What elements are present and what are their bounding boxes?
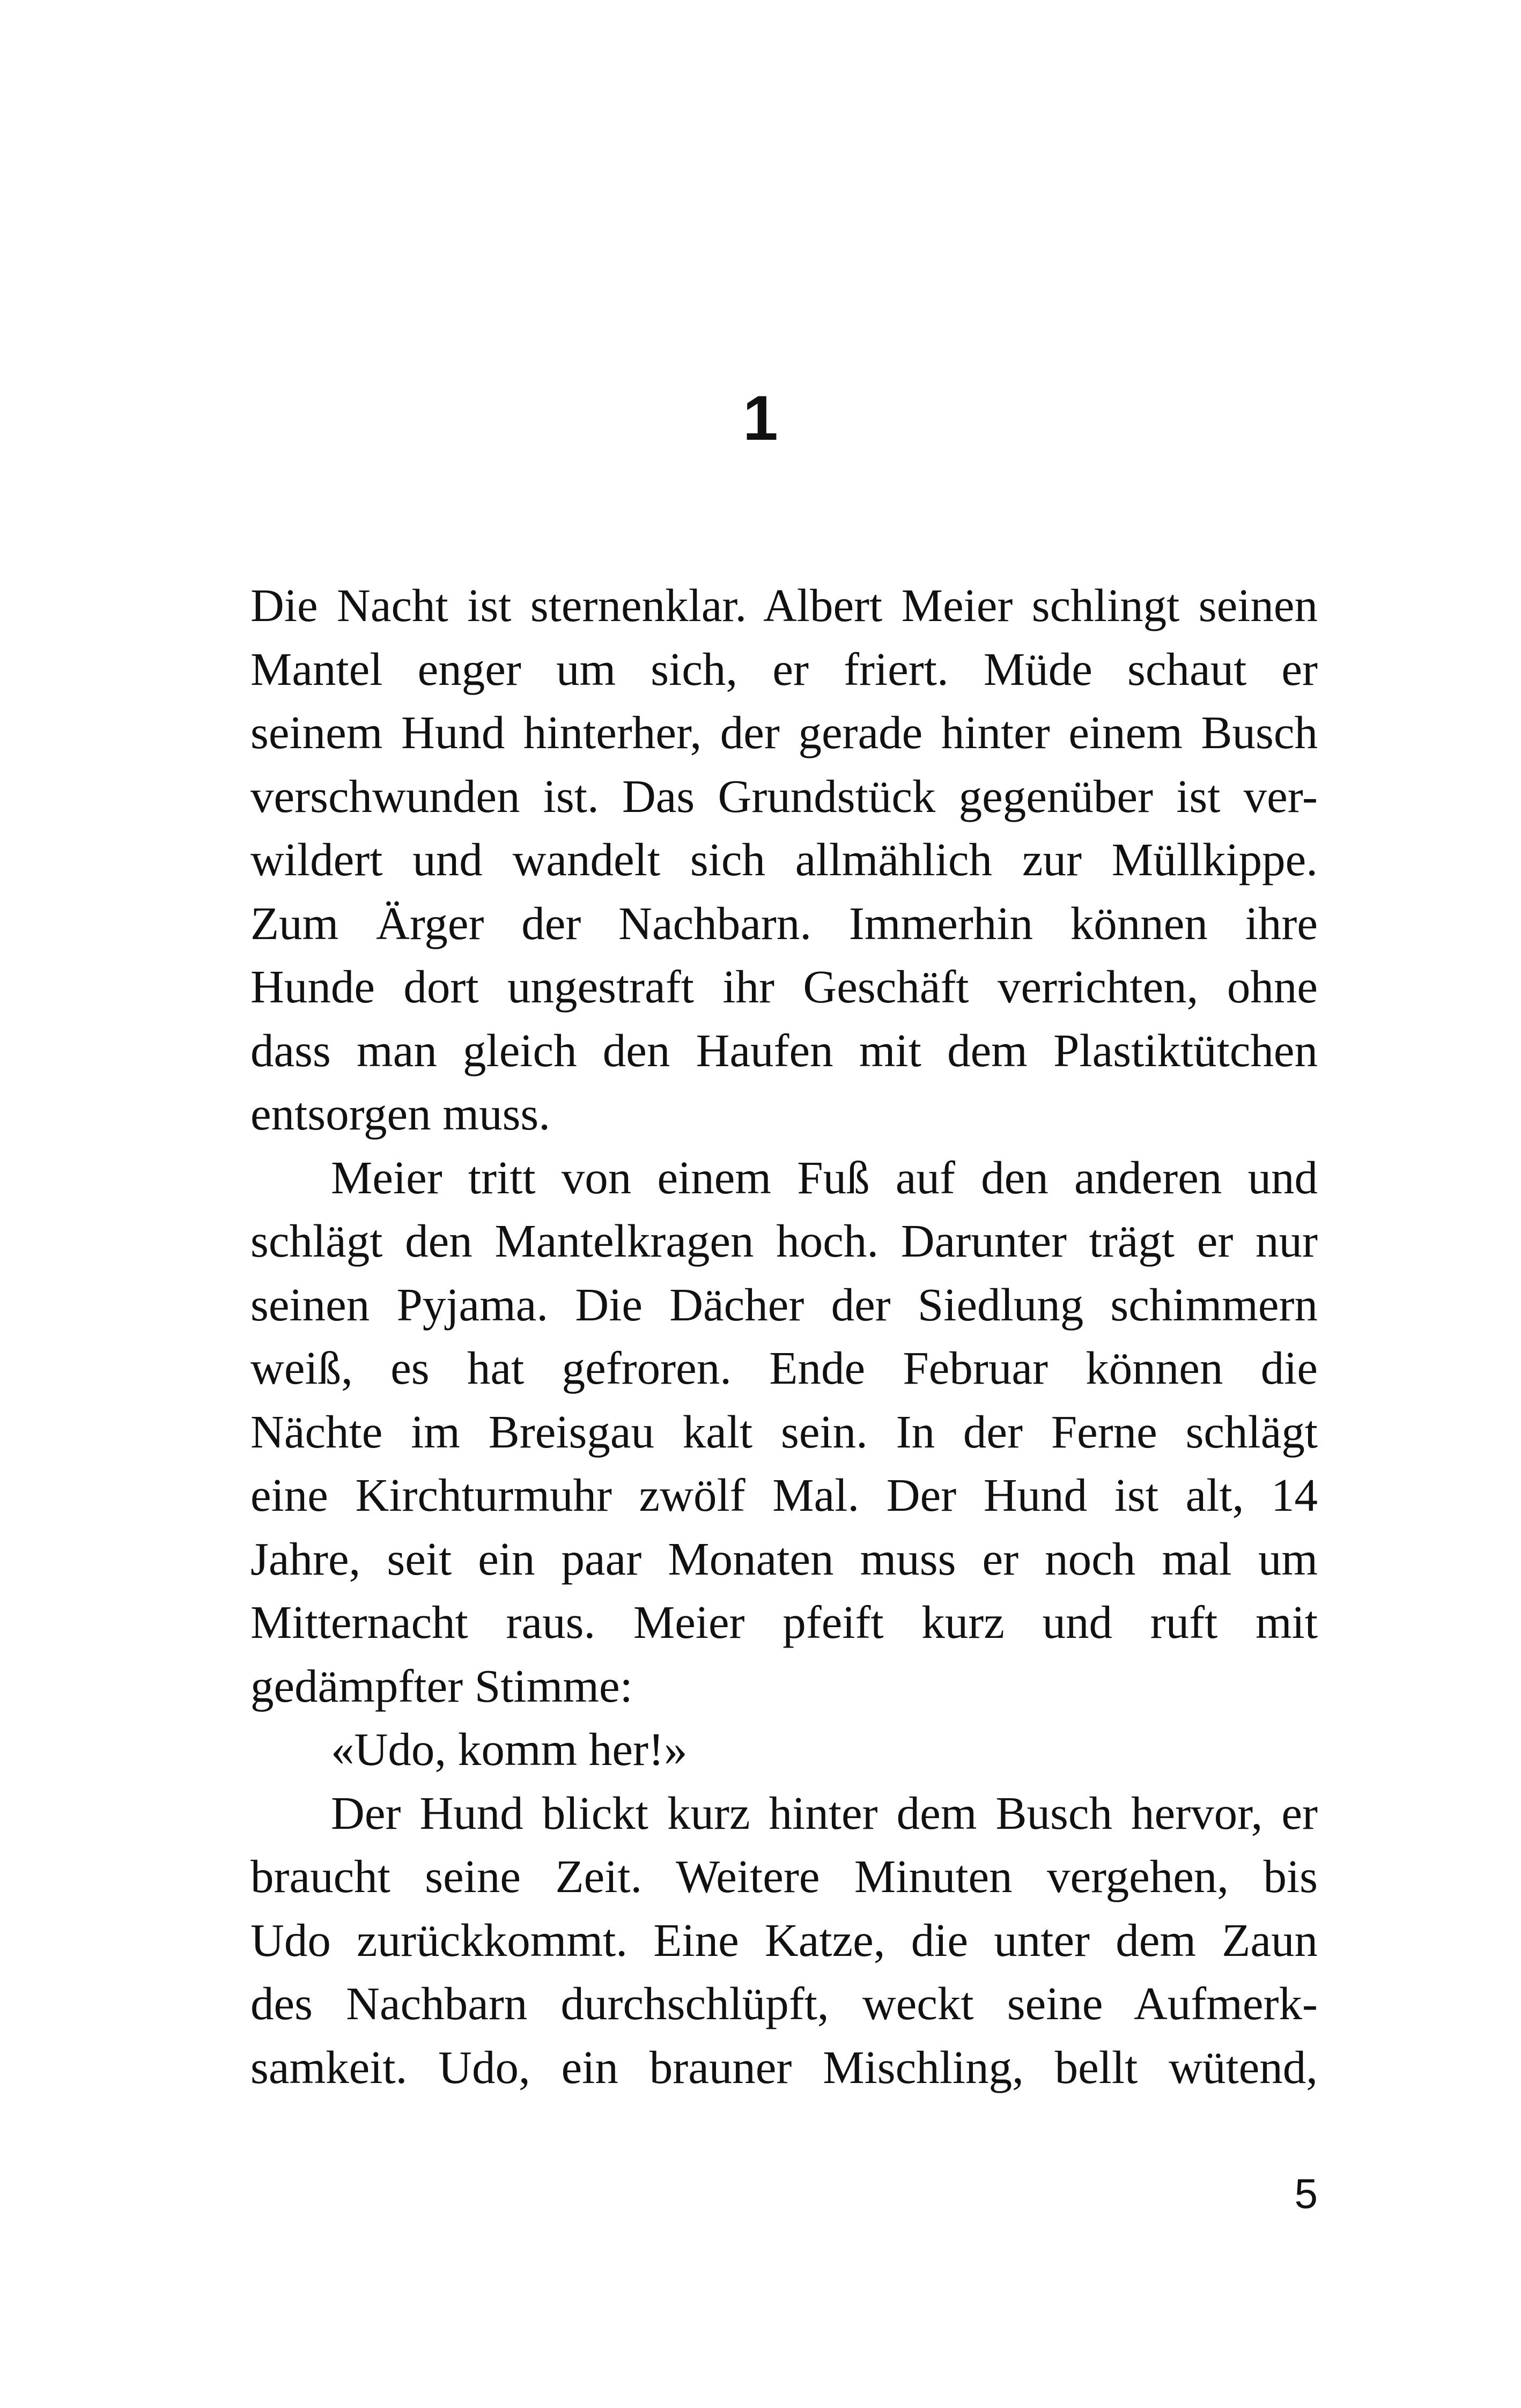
- text-line: schlägt den Mantelkragen hoch. Darunter trägt er nur: [250, 1215, 1318, 1267]
- text-line: Udo zurückkommt. Eine Katze, die unter dem Zaun: [250, 1914, 1318, 1966]
- body-text: [250, 574, 1318, 2099]
- text-line: Mantel enger um sich, er friert. Müde schaut er: [250, 642, 1318, 695]
- text-line: eine Kirchturmuhr zwölf Mal. Der Hund ist alt, 14: [250, 1469, 1318, 1521]
- text-line: Hunde dort ungestraft ihr Geschäft verrichten, ohne: [250, 961, 1318, 1013]
- text-line: seinem Hund hinterher, der gerade hinter einem Busch: [250, 706, 1318, 758]
- text-line: «Udo, komm her!»: [331, 1723, 688, 1775]
- text-line: entsorgen muss.: [250, 1088, 551, 1140]
- paragraph: [250, 1782, 1318, 2100]
- text-line: Jahre, seit ein paar Monaten muss er noch mal um: [250, 1532, 1318, 1585]
- text-line: dass man gleich den Haufen mit dem Plastiktütchen: [250, 1024, 1318, 1076]
- text-line: gedämpfter Stimme:: [250, 1659, 633, 1712]
- paragraph: [250, 1718, 1318, 1782]
- text-line: weiß, es hat gefroren. Ende Februar können die: [250, 1342, 1318, 1394]
- text-line: braucht seine Zeit. Weitere Minuten vergehen, bis: [250, 1850, 1318, 1902]
- text-line: wildert und wandelt sich allmählich zur Müllkippe.: [250, 833, 1318, 885]
- text-line: des Nachbarn durchschlüpft, weckt seine Aufmerk-: [250, 1977, 1318, 2029]
- chapter-number: 1: [743, 383, 778, 454]
- paragraph: [250, 1146, 1318, 1718]
- text-line: Der Hund blickt kurz hinter dem Busch hervor, er: [331, 1786, 1318, 1839]
- text-line: Die Nacht ist sternenklar. Albert Meier schlingt seinen: [250, 579, 1318, 631]
- text-line: verschwunden ist. Das Grundstück gegenüber ist ver-: [250, 770, 1318, 822]
- text-line: samkeit. Udo, ein brauner Mischling, bellt wütend,: [250, 2041, 1318, 2093]
- text-line: seinen Pyjama. Die Dächer der Siedlung schimmern: [250, 1278, 1318, 1331]
- paragraph: [250, 574, 1318, 1146]
- text-line: Zum Ärger der Nachbarn. Immerhin können ihre: [250, 897, 1318, 949]
- text-line: Meier tritt von einem Fuß auf den anderen und: [331, 1151, 1318, 1203]
- page-number: 5: [1294, 2170, 1318, 2217]
- text-line: Mitternacht raus. Meier pfeift kurz und ruft mit: [250, 1596, 1318, 1648]
- text-line: Nächte im Breisgau kalt sein. In der Ferne schlägt: [250, 1405, 1318, 1458]
